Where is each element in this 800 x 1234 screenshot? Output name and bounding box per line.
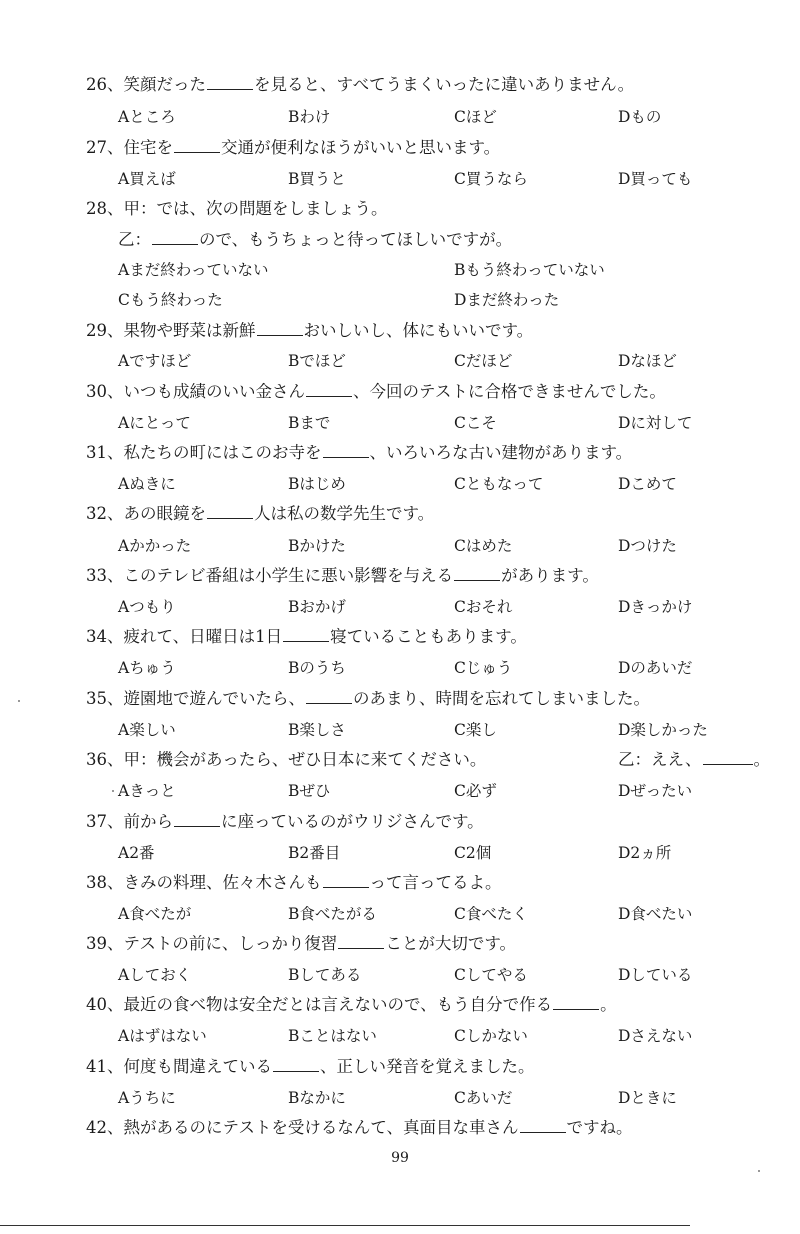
question-40 <box>86 994 776 1016</box>
answer-blank <box>454 566 500 581</box>
option-d: Dつけた <box>618 537 677 555</box>
option-c: C必ず <box>454 782 497 800</box>
answer-blank <box>703 750 753 765</box>
option-a: A食べたが <box>118 905 192 923</box>
answer-blank <box>257 321 303 336</box>
option-d: Dしている <box>618 966 693 984</box>
option-b: Bなかに <box>288 1089 346 1107</box>
answer-blank <box>306 689 352 704</box>
option-a: Aしておく <box>118 966 192 984</box>
option-c: C楽し <box>454 721 497 739</box>
question-text: 41、何度も間違えている <box>86 1057 272 1076</box>
answer-blank <box>174 138 220 153</box>
option-b: Bかけた <box>288 537 346 555</box>
option-d: Dなほど <box>618 352 677 370</box>
question-text: 人は私の数学先生です。 <box>254 504 435 523</box>
option-b: B食べたがる <box>288 905 377 923</box>
answer-blank <box>323 873 369 888</box>
question-text: に座っているのがウリジさんです。 <box>221 812 484 831</box>
question-text: ですね。 <box>566 1118 633 1137</box>
option-d: Dのあいだ <box>618 659 693 677</box>
scan-speck <box>112 790 114 792</box>
option-d: D2ヵ所 <box>618 844 672 862</box>
options-30 <box>118 412 778 434</box>
scan-speck <box>758 1170 760 1172</box>
option-a: Aですほど <box>118 352 192 370</box>
question-text: 33、このテレビ番組は小学生に悪い影響を与える <box>86 566 454 585</box>
question-text: 26、笑顔だった <box>86 75 206 94</box>
option-d: Dさえない <box>618 1027 693 1045</box>
option-c: Cおそれ <box>454 598 513 616</box>
question-39 <box>86 933 776 955</box>
answer-blank <box>338 934 384 949</box>
question-28-reply <box>118 229 800 251</box>
answer-blank <box>152 230 198 245</box>
option-d: Dぜったい <box>618 782 693 800</box>
option-b: Bぜひ <box>288 782 331 800</box>
option-c: Cあいだ <box>454 1089 513 1107</box>
options-29 <box>118 350 778 372</box>
option-a: Aぬきに <box>118 475 176 493</box>
option-a: Aうちに <box>118 1089 176 1107</box>
option-b: Bまで <box>288 414 331 432</box>
option-a: A楽しい <box>118 721 176 739</box>
answer-blank <box>306 382 352 397</box>
question-text: 37、前から <box>86 812 173 831</box>
option-a: Aはずはない <box>118 1027 207 1045</box>
question-37 <box>86 811 776 833</box>
option-b: B楽しさ <box>288 721 346 739</box>
options-27 <box>118 168 778 190</box>
page-number: 99 <box>391 1150 409 1166</box>
option-c: Cこそ <box>454 414 497 432</box>
option-c: Cだほど <box>454 352 513 370</box>
question-35 <box>86 688 776 710</box>
option-a: A2番 <box>118 844 155 862</box>
question-text: 38、きみの料理、佐々木さんも <box>86 873 322 892</box>
question-text: ので、もうちょっと待ってほしいですが。 <box>199 230 513 249</box>
question-text: 35、遊園地で遊んでいたら、 <box>86 689 305 708</box>
option-b: Bもう終わっていない <box>454 261 605 279</box>
answer-blank <box>207 75 253 90</box>
question-27 <box>86 137 776 159</box>
question-31 <box>86 442 776 464</box>
question-29 <box>86 320 776 342</box>
options-41 <box>118 1087 778 1109</box>
options-31 <box>118 473 778 495</box>
question-text: 40、最近の食べ物は安全だとは言えないので、もう自分で作る <box>86 995 553 1014</box>
question-34 <box>86 626 776 648</box>
question-36-reply <box>618 749 788 771</box>
options-40 <box>118 1025 778 1047</box>
option-b: B2番目 <box>288 844 341 862</box>
options-39 <box>118 964 778 986</box>
option-c: Cしかない <box>454 1027 528 1045</box>
option-a: A買えば <box>118 170 176 188</box>
question-text: ことが大切です。 <box>385 934 517 953</box>
question-26 <box>86 74 776 96</box>
option-d: Dきっかけ <box>618 598 693 616</box>
question-text: 28、甲：では、次の問題をしましょう。 <box>86 199 388 218</box>
option-b: Bことはない <box>288 1027 377 1045</box>
option-a: Aところ <box>118 108 176 126</box>
answer-blank <box>174 812 220 827</box>
option-c: C買うなら <box>454 170 528 188</box>
question-text: おいしいし、体にもいいです。 <box>303 321 534 340</box>
question-text: 29、果物や野菜は新鮮 <box>86 321 256 340</box>
option-a: Aにとって <box>118 414 191 432</box>
question-text: 、今回のテストに合格できませんでした。 <box>353 382 666 401</box>
option-a: Aかかった <box>118 537 192 555</box>
question-text: 31、私たちの町にはこのお寺を <box>86 443 322 462</box>
option-a: Aまだ終わっていない <box>118 261 269 279</box>
answer-blank <box>273 1057 319 1072</box>
question-text: 。 <box>600 995 617 1014</box>
question-text: 、いろいろな古い建物があります。 <box>369 443 633 462</box>
option-b: Bのうち <box>288 659 346 677</box>
option-d: D買っても <box>618 170 693 188</box>
answer-blank <box>520 1118 566 1133</box>
question-text: 34、疲れて、日曜日は1日 <box>86 627 283 646</box>
answer-blank <box>207 504 253 519</box>
options-28-row2 <box>118 289 778 311</box>
question-text: 寝ていることもあります。 <box>330 627 527 646</box>
option-d: Dに対して <box>618 414 693 432</box>
question-text: 30、いつも成績のいい金さん <box>86 382 305 401</box>
question-text: 交通が便利なほうがいいと思います。 <box>221 138 501 157</box>
answer-blank <box>323 443 369 458</box>
option-a: Aつもり <box>118 598 176 616</box>
question-41 <box>86 1056 776 1078</box>
question-text: 。 <box>753 750 770 769</box>
question-text: を見ると、すべてうまくいったに違いありません。 <box>254 75 635 94</box>
option-b: Bおかげ <box>288 598 346 616</box>
option-d: D食べたい <box>618 905 693 923</box>
question-text: 27、住宅を <box>86 138 173 157</box>
option-b: Bわけ <box>288 108 331 126</box>
bottom-rule <box>0 1225 690 1226</box>
option-a: Aちゅう <box>118 659 176 677</box>
question-32 <box>86 503 776 525</box>
question-42 <box>86 1117 776 1139</box>
option-d: Dこめて <box>618 475 677 493</box>
question-text: って言ってるよ。 <box>369 873 502 892</box>
scan-speck <box>18 700 20 702</box>
options-37 <box>118 842 778 864</box>
options-26 <box>118 106 778 128</box>
question-text: 、正しい発音を覚えました。 <box>320 1057 535 1076</box>
question-text: のあまり、時間を忘れてしまいました。 <box>353 689 650 708</box>
option-b: Bでほど <box>288 352 346 370</box>
option-c: C食べたく <box>454 905 528 923</box>
option-c: Cほど <box>454 108 497 126</box>
question-30 <box>86 381 776 403</box>
options-33 <box>118 596 778 618</box>
option-b: Bはじめ <box>288 475 346 493</box>
option-d: Dもの <box>618 108 662 126</box>
question-text: 36、甲：機会があったら、ぜひ日本に来てください。 <box>86 750 487 769</box>
question-text: 乙：ええ、 <box>618 750 702 769</box>
options-28-row1 <box>118 259 778 281</box>
options-38 <box>118 903 778 925</box>
question-text: があります。 <box>501 566 599 585</box>
option-a: Aきっと <box>118 782 176 800</box>
option-d: D楽しかった <box>618 721 708 739</box>
question-text: 乙： <box>118 230 151 249</box>
question-text: 42、熱があるのにテストを受けるなんて、真面目な車さん <box>86 1118 519 1137</box>
answer-blank <box>283 627 329 642</box>
option-b: B買うと <box>288 170 346 188</box>
option-d: Dまだ終わった <box>454 291 560 309</box>
options-35 <box>118 719 778 741</box>
question-33 <box>86 565 776 587</box>
options-32 <box>118 535 778 557</box>
answer-blank <box>553 995 599 1010</box>
option-c: Cしてやる <box>454 966 528 984</box>
option-c: Cはめた <box>454 537 513 555</box>
option-d: Dときに <box>618 1089 677 1107</box>
option-b: Bしてある <box>288 966 362 984</box>
option-c: C2個 <box>454 844 492 862</box>
options-36 <box>118 780 778 802</box>
option-c: Cともなって <box>454 475 544 493</box>
question-text: 32、あの眼鏡を <box>86 504 206 523</box>
question-28 <box>86 198 776 220</box>
option-c: Cもう終わった <box>118 291 223 309</box>
question-text: 39、テストの前に、しっかり復習 <box>86 934 338 953</box>
options-34 <box>118 657 778 679</box>
option-c: Cじゅう <box>454 659 513 677</box>
question-38 <box>86 872 776 894</box>
